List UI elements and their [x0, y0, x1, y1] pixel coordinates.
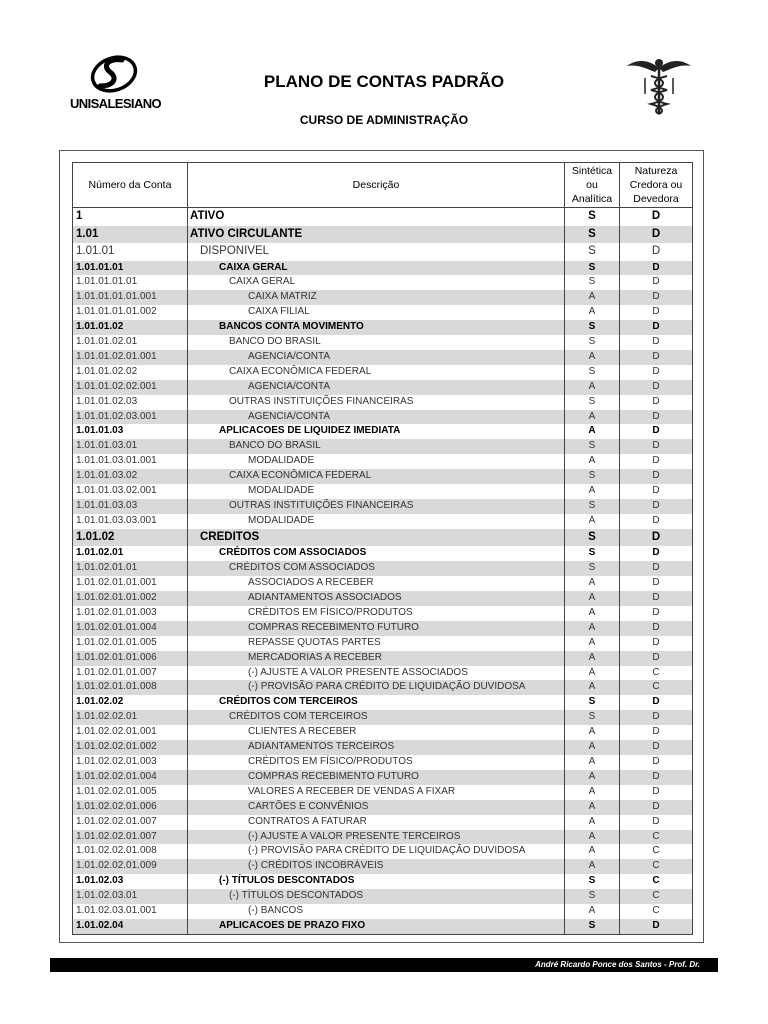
account-number-cell: 1.01.02.01.01.007	[73, 666, 188, 681]
nature-cell: C	[620, 830, 693, 845]
description-cell: VALORES A RECEBER DE VENDAS A FIXAR	[188, 785, 565, 800]
type-cell: S	[565, 874, 620, 889]
table-row	[73, 576, 693, 591]
nature-cell: D	[620, 695, 693, 710]
description-cell: COMPRAS RECEBIMENTO FUTURO	[188, 770, 565, 785]
table-row	[73, 320, 693, 335]
nature-cell: D	[620, 365, 693, 380]
table-row	[73, 305, 693, 320]
table-row	[73, 770, 693, 785]
type-cell: S	[565, 546, 620, 561]
account-number-cell: 1.01.01.02.01.001	[73, 350, 188, 365]
nature-cell: D	[620, 514, 693, 529]
account-number-cell: 1.01.01	[73, 243, 188, 261]
account-number-cell: 1.01.01.03.02.001	[73, 484, 188, 499]
nature-cell: D	[620, 591, 693, 606]
account-number-cell: 1.01.02.01.01.003	[73, 606, 188, 621]
table-row	[73, 844, 693, 859]
nature-cell: D	[620, 350, 693, 365]
account-number-cell: 1	[73, 208, 188, 226]
description-cell: AGENCIA/CONTA	[188, 410, 565, 425]
description-cell: CAIXA ECONÔMICA FEDERAL	[188, 365, 565, 380]
description-cell: BANCO DO BRASIL	[188, 335, 565, 350]
account-number-cell: 1.01.02.01.01.001	[73, 576, 188, 591]
table-row	[73, 561, 693, 576]
type-cell: A	[565, 815, 620, 830]
table-row	[73, 275, 693, 290]
table-row	[73, 380, 693, 395]
account-number-cell: 1.01.02.01.01.005	[73, 636, 188, 651]
table-row	[73, 800, 693, 815]
description-cell: AGENCIA/CONTA	[188, 380, 565, 395]
type-cell: S	[565, 335, 620, 350]
nature-cell: D	[620, 484, 693, 499]
account-number-cell: 1.01.02.01.01.002	[73, 591, 188, 606]
nature-cell: D	[620, 606, 693, 621]
table-row	[73, 454, 693, 469]
type-cell: S	[565, 243, 620, 261]
account-number-cell: 1.01.01.03	[73, 424, 188, 439]
nature-cell: C	[620, 889, 693, 904]
table-row	[73, 710, 693, 725]
nature-cell: D	[620, 725, 693, 740]
table-row	[73, 261, 693, 276]
account-number-cell: 1.01.02.03	[73, 874, 188, 889]
description-cell: MODALIDADE	[188, 484, 565, 499]
description-cell: OUTRAS INSTITUIÇÕES FINANCEIRAS	[188, 499, 565, 514]
description-cell: (-) PROVISÃO PARA CRÉDITO DE LIQUIDAÇÃO DUVIDOSA	[188, 844, 565, 859]
nature-cell: D	[620, 410, 693, 425]
type-cell: A	[565, 904, 620, 919]
table-row	[73, 651, 693, 666]
account-number-cell: 1.01.02.02.01.008	[73, 844, 188, 859]
account-number-cell: 1.01.02.01.01.004	[73, 621, 188, 636]
description-cell: (-) AJUSTE A VALOR PRESENTE ASSOCIADOS	[188, 666, 565, 681]
account-number-cell: 1.01.02.02.01.005	[73, 785, 188, 800]
table-row	[73, 874, 693, 889]
account-number-cell: 1.01.01.01.01.002	[73, 305, 188, 320]
table-row	[73, 830, 693, 845]
type-cell: A	[565, 305, 620, 320]
type-cell: S	[565, 226, 620, 244]
account-number-cell: 1.01.01.02	[73, 320, 188, 335]
footer-bar	[50, 958, 718, 972]
table-row	[73, 636, 693, 651]
type-cell: S	[565, 208, 620, 226]
table-row	[73, 591, 693, 606]
type-cell: S	[565, 395, 620, 410]
description-cell: (-) PROVISÃO PARA CRÉDITO DE LIQUIDAÇÃO DUVIDOSA	[188, 680, 565, 695]
account-number-cell: 1.01.02.02.01.009	[73, 859, 188, 874]
table-row	[73, 904, 693, 919]
nature-cell: D	[620, 395, 693, 410]
table-row	[73, 785, 693, 800]
account-number-cell: 1.01.01.01	[73, 261, 188, 276]
table-row	[73, 499, 693, 514]
table-row	[73, 335, 693, 350]
header-synthetic-analytic: Sintética ou Analítica	[565, 163, 620, 208]
type-cell: S	[565, 561, 620, 576]
account-number-cell: 1.01.02.02.01.003	[73, 755, 188, 770]
nature-cell: D	[620, 226, 693, 244]
account-number-cell: 1.01.01.01.01	[73, 275, 188, 290]
header-description: Descrição	[188, 163, 565, 208]
type-cell: S	[565, 889, 620, 904]
nature-cell: D	[620, 800, 693, 815]
nature-cell: D	[620, 815, 693, 830]
type-cell: S	[565, 439, 620, 454]
table-row	[73, 226, 693, 244]
nature-cell: D	[620, 261, 693, 276]
nature-cell: D	[620, 305, 693, 320]
account-number-cell: 1.01.02.01.01	[73, 561, 188, 576]
nature-cell: D	[620, 499, 693, 514]
table-row	[73, 208, 693, 226]
nature-cell: D	[620, 439, 693, 454]
type-cell: A	[565, 424, 620, 439]
description-cell: CRÉDITOS COM ASSOCIADOS	[188, 546, 565, 561]
table-row	[73, 755, 693, 770]
account-number-cell: 1.01.02.01	[73, 546, 188, 561]
table-row	[73, 410, 693, 425]
table-row	[73, 606, 693, 621]
description-cell: MODALIDADE	[188, 514, 565, 529]
type-cell: A	[565, 651, 620, 666]
description-cell: CAIXA GERAL	[188, 275, 565, 290]
account-number-cell: 1.01.02.02.01.001	[73, 725, 188, 740]
description-cell: APLICACOES DE LIQUIDEZ IMEDIATA	[188, 424, 565, 439]
account-number-cell: 1.01.01.02.02	[73, 365, 188, 380]
nature-cell: D	[620, 710, 693, 725]
description-cell: CAIXA ECONÔMICA FEDERAL	[188, 469, 565, 484]
account-number-cell: 1.01.01.03.02	[73, 469, 188, 484]
nature-cell: D	[620, 380, 693, 395]
nature-cell: D	[620, 546, 693, 561]
description-cell: OUTRAS INSTITUIÇÕES FINANCEIRAS	[188, 395, 565, 410]
description-cell: ADIANTAMENTOS ASSOCIADOS	[188, 591, 565, 606]
type-cell: A	[565, 454, 620, 469]
nature-cell: D	[620, 454, 693, 469]
type-cell: A	[565, 350, 620, 365]
type-cell: S	[565, 320, 620, 335]
type-cell: S	[565, 499, 620, 514]
table-row	[73, 666, 693, 681]
type-cell: A	[565, 514, 620, 529]
description-cell: CONTRATOS A FATURAR	[188, 815, 565, 830]
account-number-cell: 1.01.02.01.01.008	[73, 680, 188, 695]
description-cell: CLIENTES A RECEBER	[188, 725, 565, 740]
nature-cell: C	[620, 666, 693, 681]
type-cell: S	[565, 695, 620, 710]
nature-cell: D	[620, 290, 693, 305]
nature-cell: D	[620, 740, 693, 755]
table-row	[73, 484, 693, 499]
nature-cell: D	[620, 529, 693, 547]
description-cell: ATIVO CIRCULANTE	[188, 226, 565, 244]
nature-cell: D	[620, 275, 693, 290]
description-cell: CREDITOS	[188, 529, 565, 547]
account-number-cell: 1.01.02.02.01.002	[73, 740, 188, 755]
table-row	[73, 859, 693, 874]
type-cell: A	[565, 844, 620, 859]
description-cell: (-) CRÉDITOS INCOBRÁVEIS	[188, 859, 565, 874]
table-row	[73, 695, 693, 710]
type-cell: A	[565, 725, 620, 740]
account-number-cell: 1.01.01.03.03.001	[73, 514, 188, 529]
nature-cell: D	[620, 561, 693, 576]
type-cell: A	[565, 484, 620, 499]
description-cell: REPASSE QUOTAS PARTES	[188, 636, 565, 651]
type-cell: S	[565, 275, 620, 290]
type-cell: A	[565, 770, 620, 785]
account-number-cell: 1.01.01.03.01.001	[73, 454, 188, 469]
table-row	[73, 350, 693, 365]
description-cell: CAIXA FILIAL	[188, 305, 565, 320]
description-cell: CAIXA MATRIZ	[188, 290, 565, 305]
nature-cell: D	[620, 770, 693, 785]
table-row	[73, 290, 693, 305]
header-nature: Natureza Credora ou Devedora	[620, 163, 693, 208]
account-number-cell: 1.01.02.02.01	[73, 710, 188, 725]
accounting-emblem	[625, 54, 693, 116]
table-row	[73, 395, 693, 410]
description-cell: MERCADORIAS A RECEBER	[188, 651, 565, 666]
logo-text: UNISALESIANO	[70, 96, 162, 111]
description-cell: BANCOS CONTA MOVIMENTO	[188, 320, 565, 335]
account-number-cell: 1.01.02.03.01.001	[73, 904, 188, 919]
description-cell: (-) AJUSTE A VALOR PRESENTE TERCEIROS	[188, 830, 565, 845]
account-number-cell: 1.01.01.03.03	[73, 499, 188, 514]
type-cell: A	[565, 785, 620, 800]
table-row	[73, 424, 693, 439]
description-cell: CRÉDITOS EM FÍSICO/PRODUTOS	[188, 755, 565, 770]
account-number-cell: 1.01.02.02.01.007	[73, 830, 188, 845]
type-cell: A	[565, 800, 620, 815]
nature-cell: D	[620, 243, 693, 261]
footer-author: André Ricardo Ponce dos Santos - Prof. Dr.	[535, 960, 700, 969]
table-row	[73, 815, 693, 830]
description-cell: APLICACOES DE PRAZO FIXO	[188, 919, 565, 934]
description-cell: (-) BANCOS	[188, 904, 565, 919]
type-cell: S	[565, 529, 620, 547]
table-row	[73, 439, 693, 454]
description-cell: AGENCIA/CONTA	[188, 350, 565, 365]
table-row	[73, 514, 693, 529]
description-cell: CRÉDITOS COM TERCEIROS	[188, 710, 565, 725]
account-number-cell: 1.01.02.02.01.004	[73, 770, 188, 785]
table-row	[73, 529, 693, 547]
nature-cell: D	[620, 636, 693, 651]
type-cell: A	[565, 290, 620, 305]
type-cell: A	[565, 740, 620, 755]
description-cell: CRÉDITOS EM FÍSICO/PRODUTOS	[188, 606, 565, 621]
nature-cell: C	[620, 859, 693, 874]
type-cell: A	[565, 859, 620, 874]
type-cell: A	[565, 680, 620, 695]
page-subtitle: CURSO DE ADMINISTRAÇÃO	[299, 113, 469, 127]
account-number-cell: 1.01.01.02.03.001	[73, 410, 188, 425]
nature-cell: D	[620, 335, 693, 350]
type-cell: S	[565, 710, 620, 725]
description-cell: COMPRAS RECEBIMENTO FUTURO	[188, 621, 565, 636]
account-number-cell: 1.01.02.03.01	[73, 889, 188, 904]
description-cell: CRÉDITOS COM ASSOCIADOS	[188, 561, 565, 576]
table-row	[73, 243, 693, 261]
description-cell: CAIXA GERAL	[188, 261, 565, 276]
type-cell: A	[565, 576, 620, 591]
type-cell: A	[565, 606, 620, 621]
nature-cell: D	[620, 919, 693, 934]
type-cell: S	[565, 469, 620, 484]
type-cell: A	[565, 380, 620, 395]
nature-cell: D	[620, 576, 693, 591]
type-cell: A	[565, 410, 620, 425]
type-cell: A	[565, 755, 620, 770]
type-cell: A	[565, 636, 620, 651]
account-number-cell: 1.01.02.04	[73, 919, 188, 934]
type-cell: S	[565, 261, 620, 276]
nature-cell: D	[620, 755, 693, 770]
nature-cell: C	[620, 680, 693, 695]
nature-cell: D	[620, 469, 693, 484]
description-cell: BANCO DO BRASIL	[188, 439, 565, 454]
description-cell: ASSOCIADOS A RECEBER	[188, 576, 565, 591]
description-cell: (-) TÍTULOS DESCONTADOS	[188, 889, 565, 904]
account-number-cell: 1.01.02	[73, 529, 188, 547]
table-row	[73, 680, 693, 695]
header-account-number: Número da Conta	[73, 163, 188, 208]
account-number-cell: 1.01.01.01.01.001	[73, 290, 188, 305]
type-cell: A	[565, 666, 620, 681]
description-cell: DISPONIVEL	[188, 243, 565, 261]
chart-of-accounts-table	[72, 162, 693, 935]
nature-cell: D	[620, 208, 693, 226]
account-number-cell: 1.01	[73, 226, 188, 244]
nature-cell: D	[620, 424, 693, 439]
table-row	[73, 725, 693, 740]
type-cell: A	[565, 830, 620, 845]
account-number-cell: 1.01.01.02.03	[73, 395, 188, 410]
table-row	[73, 621, 693, 636]
account-number-cell: 1.01.02.02.01.006	[73, 800, 188, 815]
type-cell: A	[565, 591, 620, 606]
table-body	[73, 208, 693, 935]
account-number-cell: 1.01.02.01.01.006	[73, 651, 188, 666]
account-number-cell: 1.01.02.02	[73, 695, 188, 710]
description-cell: ADIANTAMENTOS TERCEIROS	[188, 740, 565, 755]
table-row	[73, 365, 693, 380]
nature-cell: C	[620, 904, 693, 919]
table-row	[73, 889, 693, 904]
description-cell: (-) TÍTULOS DESCONTADOS	[188, 874, 565, 889]
nature-cell: C	[620, 844, 693, 859]
description-cell: ATIVO	[188, 208, 565, 226]
nature-cell: D	[620, 785, 693, 800]
account-number-cell: 1.01.02.02.01.007	[73, 815, 188, 830]
caduceus-icon	[625, 54, 693, 116]
nature-cell: D	[620, 621, 693, 636]
table-row	[73, 919, 693, 934]
nature-cell: D	[620, 320, 693, 335]
type-cell: S	[565, 919, 620, 934]
account-number-cell: 1.01.01.03.01	[73, 439, 188, 454]
table-row	[73, 740, 693, 755]
nature-cell: C	[620, 874, 693, 889]
account-number-cell: 1.01.01.02.01	[73, 335, 188, 350]
table-row	[73, 469, 693, 484]
description-cell: CARTÕES E CONVÊNIOS	[188, 800, 565, 815]
account-number-cell: 1.01.01.02.02.001	[73, 380, 188, 395]
page-title: PLANO DE CONTAS PADRÃO	[263, 72, 505, 91]
table-row	[73, 546, 693, 561]
description-cell: MODALIDADE	[188, 454, 565, 469]
description-cell: CRÉDITOS COM TERCEIROS	[188, 695, 565, 710]
nature-cell: D	[620, 651, 693, 666]
type-cell: S	[565, 365, 620, 380]
table-header-row	[73, 163, 693, 208]
type-cell: A	[565, 621, 620, 636]
